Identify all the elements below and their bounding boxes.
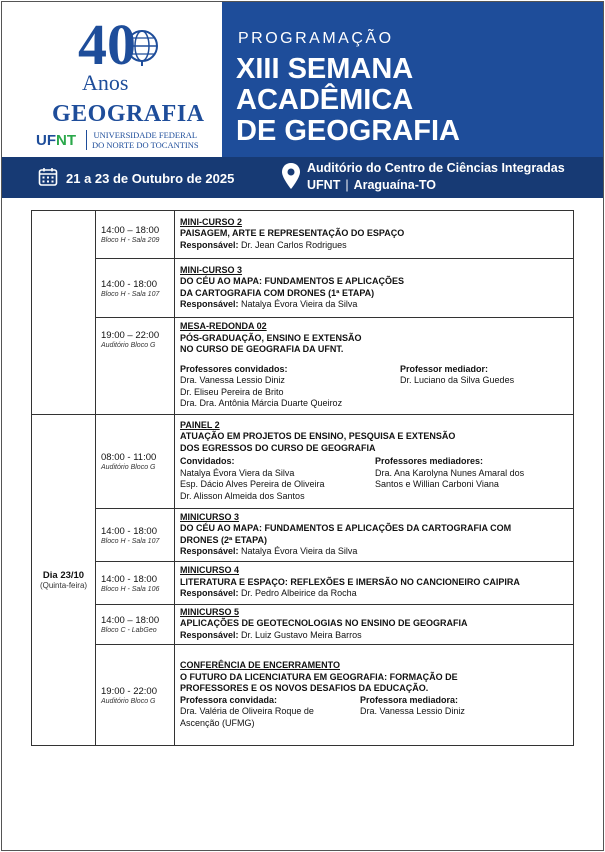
room: Bloco C - LabGeo [101,627,157,634]
table-row [32,509,574,562]
time-range: 19:00 - 22:00 [101,685,157,697]
guest-name: Natalya Évora Viera da Silva [180,467,295,478]
responsible-label: Responsável: [180,546,239,556]
time-range: 14:00 – 18:00 [101,615,160,626]
activity-kind: PAINEL 2 [180,419,220,430]
logo-divider [86,130,87,150]
participants [180,364,568,410]
activity-title: PROFESSORES E OS NOVOS DESAFIOS DA EDUCAÇÃO. [180,683,429,693]
guest-name: Dr. Alisson Almeida dos Santos [180,490,305,501]
guests-label: Professora convidada: [180,694,278,705]
event-title [236,54,596,147]
programacao-label: PROGRAMAÇÃO [238,30,394,47]
mediator-name: Dr. Luciano da Silva Guedes [400,375,515,386]
activity-title: DRONES (2ª ETAPA) [180,534,268,545]
activity-title: DO CÉU AO MAPA: FUNDAMENTOS E APLICAÇÕES [180,276,405,286]
globe-icon [122,26,162,66]
logo-geografia: GEOGRAFIA [52,101,205,127]
room: Bloco H - Sala 107 [101,537,160,545]
room: Bloco H - Sala 106 [101,585,160,593]
responsible-label: Responsável: [180,629,239,640]
activity-cell [175,605,574,645]
header [2,2,603,157]
time-range: 08:00 - 11:00 [101,452,157,463]
room: Auditório Bloco G [101,342,156,349]
participants [180,456,568,502]
activity-title: ATUAÇÃO EM PROJETOS DE ENSINO, PESQUISA E EXTENSÃO [180,431,456,442]
activity-title: O FUTURO DA LICENCIATURA EM GEOGRAFIA: FORMAÇÃO DE [180,671,458,682]
day-label: Dia 23/10 [42,570,85,581]
ufnt-logo [36,132,76,149]
responsible [180,588,568,600]
activity-cell [175,211,574,259]
responsible-name: Natalya Évora Vieira da Silva [241,546,358,556]
mediator-label: Professor mediador: [400,363,489,374]
table-row [32,211,574,259]
time-range: 14:00 - 18:00 [101,278,157,290]
info-bar [2,157,603,198]
responsible-label: Responsável: [180,299,239,309]
weekday-label: (Quinta-feira) [39,581,88,590]
table-row [32,645,574,746]
activity-cell [175,318,574,415]
activity-title: LITERATURA E ESPAÇO: REFLEXÕES E IMERSÃO NO CANCIONEIRO CAIPIRA [180,576,520,587]
room: Bloco H - Sala 209 [101,237,160,244]
activity-kind: MINICURSO 5 [180,606,240,617]
mediator-name: Dra. Vanessa Lessio Diniz [360,706,465,716]
responsible-name: Dr. Jean Carlos Rodrigues [241,239,347,250]
time-cell [96,211,175,259]
event-logo [2,2,222,157]
venue-separator: | [345,178,349,192]
table-row [32,562,574,605]
guests-label: Professores convidados: [180,363,288,374]
mediator-column [400,364,514,410]
time-range: 14:00 - 18:00 [101,573,157,585]
time-range: 14:00 – 18:00 [101,225,160,236]
activity-cell [175,509,574,562]
guest-name: Dra. Valéria de Oliveira Roque de [180,706,314,716]
responsible-name: Dr. Pedro Albeirice da Rocha [241,588,357,599]
time-range: 19:00 – 22:00 [101,330,160,341]
logo-anos: Anos [82,70,129,95]
ufnt-nt: NT [56,132,76,149]
time-cell [96,562,175,605]
activity-title: DOS EGRESSOS DO CURSO DE GEOGRAFIA [180,442,376,453]
schedule-table [31,210,574,746]
activity-kind: MESA-REDONDA 02 [180,321,267,332]
time-cell [96,415,175,509]
guests-column [180,456,375,502]
university-name [92,130,199,150]
room: Bloco H - Sala 107 [101,290,160,298]
activity-cell [175,259,574,318]
mediator-label: Professores mediadores: [375,456,484,467]
time-cell [96,509,175,562]
activity-kind: MINICURSO 4 [180,565,240,576]
logo-number: 40 [78,12,136,77]
time-cell [96,318,175,415]
time-cell [96,645,175,746]
responsible-name: Natalya Évora Vieira da Silva [241,299,358,309]
activity-kind: MINICURSO 3 [180,511,240,522]
day-cell-empty [32,211,96,415]
responsible-label: Responsável: [180,588,239,599]
guests-column [180,364,400,410]
event-date: 21 a 23 de Outubro de 2025 [66,171,235,186]
responsible [180,630,568,642]
mediator-column [360,695,465,730]
room: Auditório Bloco G [101,697,156,705]
responsible [180,546,568,558]
guests-label: Convidados: [180,456,235,467]
activity-kind: MINI-CURSO 2 [180,216,243,227]
ufnt-uf: UF [36,132,56,149]
activity-cell [175,415,574,509]
activity-title: DO CÉU AO MAPA: FUNDAMENTOS E APLICAÇÕES DA CARTOGRAFIA COM [180,523,512,533]
day-cell [32,415,96,746]
guest-name: Esp. Dácio Alves Pereira de Oliveira [180,479,325,490]
venue-name: Auditório do Centro de Ciências Integradas [307,161,565,175]
activity-title: APLICAÇÕES DE GEOTECNOLOGIAS NO ENSINO DE GEOGRAFIA [180,618,468,629]
title-panel [222,2,603,157]
table-row [32,259,574,318]
title-line-3: DE GEOGRAFIA [236,115,460,147]
mediator-name: Dra. Ana Karolyna Nunes Amaral dos [375,467,525,478]
mediator-name: Santos e Willian Carboni Viana [375,479,499,490]
room: Auditório Bloco G [101,464,156,471]
mediator-column [375,456,524,502]
participants [180,695,568,730]
time-cell [96,259,175,318]
activity-title: PAISAGEM, ARTE E REPRESENTAÇÃO DO ESPAÇO [180,228,405,239]
responsible-name: Dr. Luiz Gustavo Meira Barros [241,629,362,640]
activity-cell [175,645,574,746]
title-line-2: ACADÊMICA [236,84,414,116]
title-line-1: XIII SEMANA [236,53,414,85]
guest-name: Dr. Eliseu Pereira de Brito [180,386,284,397]
responsible [180,299,568,311]
venue-city: Araguaína-TO [353,178,436,192]
activity-kind: MINI-CURSO 3 [180,264,243,275]
guest-name: Dra. Vanessa Lessio Diniz [180,375,285,386]
guest-name: Dra. Dra. Antônia Márcia Duarte Queiroz [180,398,343,409]
guest-name: Ascenção (UFMG) [180,717,255,728]
calendar-icon [38,167,58,187]
venue-location [307,178,436,192]
time-cell [96,605,175,645]
activity-cell [175,562,574,605]
university-line-2: DO NORTE DO TOCANTINS [92,140,199,150]
mediator-label: Professora mediadora: [360,694,459,705]
venue-institution: UFNT [307,178,341,192]
time-range: 14:00 - 18:00 [101,525,157,537]
location-pin-icon [281,162,301,190]
activity-title: DA CARTOGRAFIA COM DRONES (1ª ETAPA) [180,287,375,298]
activity-title: NO CURSO DE GEOGRAFIA DA UFNT. [180,344,344,355]
responsible [180,240,568,252]
activity-title: PÓS-GRADUAÇÃO, ENSINO E EXTENSÃO [180,332,362,343]
table-row [32,318,574,415]
responsible-label: Responsável: [180,239,239,250]
activity-kind: CONFERÊNCIA DE ENCERRAMENTO [180,660,341,670]
table-row [32,415,574,509]
table-row [32,605,574,645]
university-line-1: UNIVERSIDADE FEDERAL [93,130,198,140]
guests-column [180,695,360,730]
